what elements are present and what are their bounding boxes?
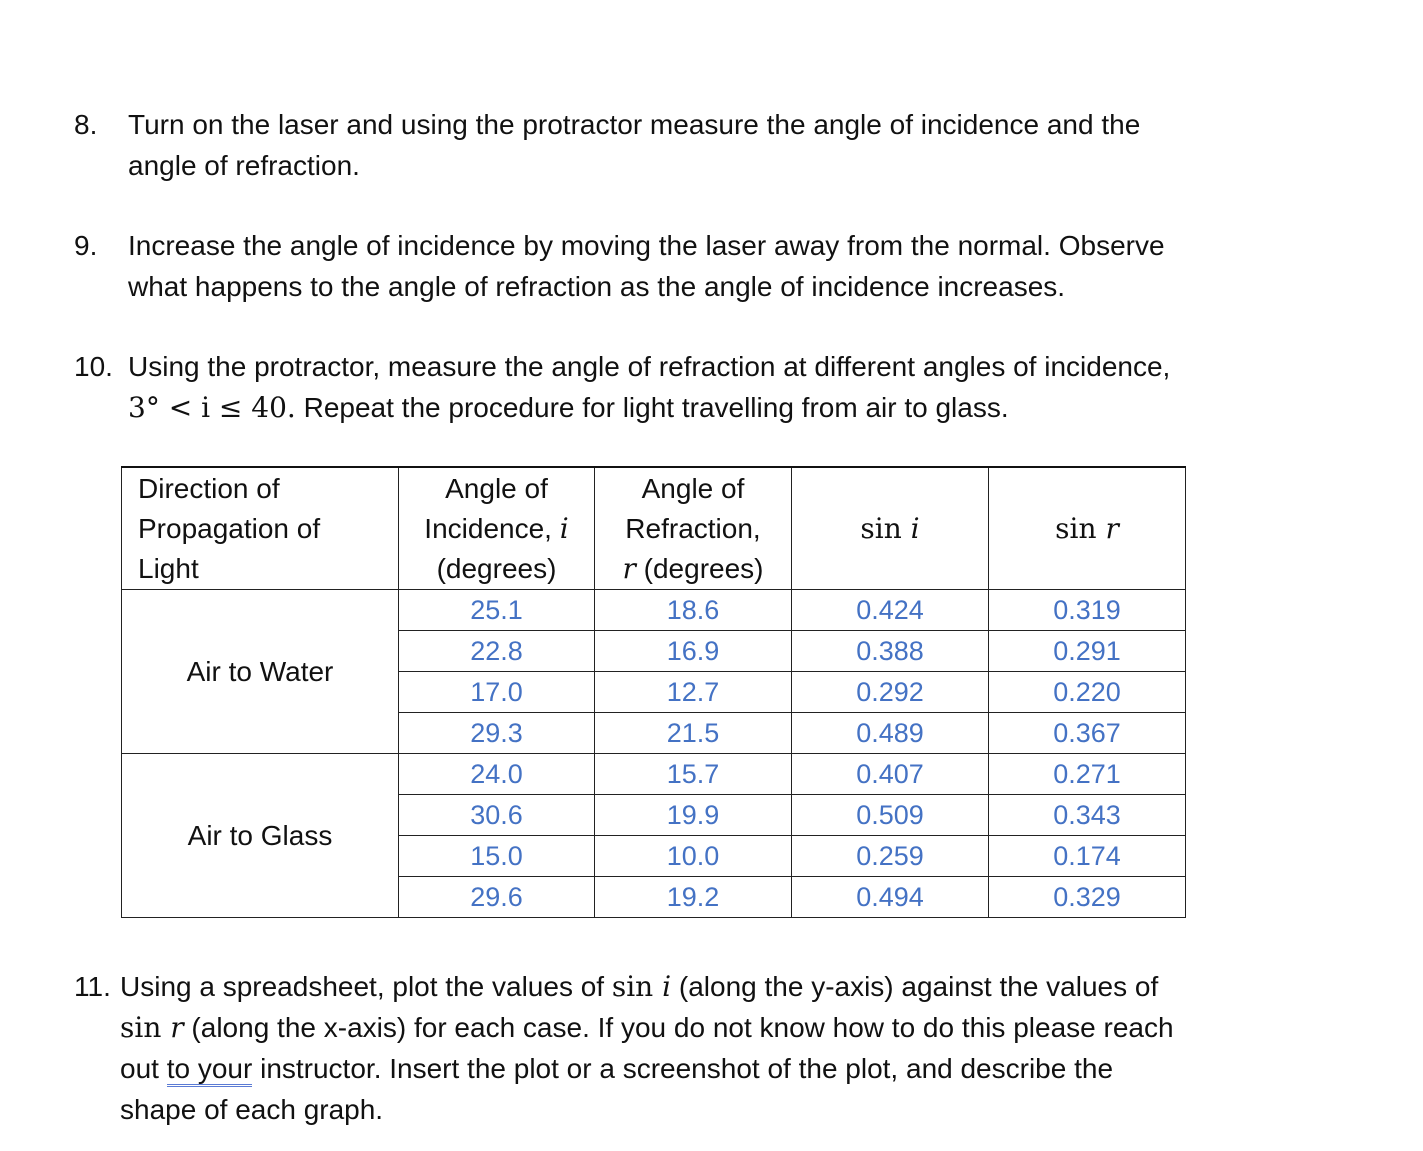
cell-sin-r: 0.220 (989, 672, 1186, 713)
step-line (128, 387, 1328, 428)
step-text (128, 104, 1288, 186)
cell-sin-i: 0.489 (792, 713, 989, 754)
cell-refraction: 21.5 (595, 713, 792, 754)
header-line: Direction of (138, 472, 280, 504)
cell-sin-r: 0.367 (989, 713, 1186, 754)
step-line: Increase the angle of incidence by moving the laser away from the normal. Observe (128, 230, 1165, 261)
var-i: i (559, 511, 569, 545)
cell-sin-i: 0.292 (792, 672, 989, 713)
cell-refraction: 19.2 (595, 877, 792, 918)
refraction-data-table (121, 466, 1186, 918)
cell-refraction: 18.6 (595, 590, 792, 631)
sin-function: sin (120, 1011, 171, 1044)
cell-sin-i: 0.407 (792, 754, 989, 795)
cell-incidence: 29.6 (399, 877, 595, 918)
var-r: r (170, 1011, 184, 1044)
sin-function: sin (1055, 511, 1106, 545)
step-number: 10. (74, 351, 113, 382)
step-line: what happens to the angle of refraction as the angle of incidence increases. (128, 271, 1066, 302)
var-r: r (622, 551, 636, 585)
text-run: (along the y-axis) against the values of (671, 971, 1159, 1002)
cell-incidence: 25.1 (399, 590, 595, 631)
cell-sin-r: 0.319 (989, 590, 1186, 631)
angle-range-math: 3° < i ≤ 40. (128, 391, 296, 424)
text-run: (along the x-axis) for each case. If you do not know how to do this please reach (183, 1012, 1174, 1043)
cell-sin-i: 0.424 (792, 590, 989, 631)
cell-sin-r: 0.343 (989, 795, 1186, 836)
step-text (128, 346, 1328, 428)
cell-refraction: 12.7 (595, 672, 792, 713)
cell-refraction: 16.9 (595, 631, 792, 672)
table-row (122, 754, 1186, 795)
step-line (120, 966, 1300, 1007)
cell-sin-r: 0.174 (989, 836, 1186, 877)
group-label: Air to Glass (122, 754, 399, 918)
header-line (595, 549, 791, 589)
cell-sin-i: 0.509 (792, 795, 989, 836)
cell-sin-i: 0.494 (792, 877, 989, 918)
header-text: Incidence, (424, 512, 560, 544)
var-i: i (662, 970, 672, 1003)
sin-function: sin (860, 511, 911, 545)
sin-function: sin (611, 970, 663, 1003)
cell-incidence: 24.0 (399, 754, 595, 795)
cell-incidence: 15.0 (399, 836, 595, 877)
step-line (120, 1007, 1300, 1048)
cell-sin-r: 0.271 (989, 754, 1186, 795)
cell-incidence: 30.6 (399, 795, 595, 836)
cell-refraction: 19.9 (595, 795, 792, 836)
cell-incidence: 17.0 (399, 672, 595, 713)
header-line: (degrees) (436, 552, 557, 584)
header-sin-i (792, 467, 989, 590)
cell-incidence: 22.8 (399, 631, 595, 672)
header-sin-r (989, 467, 1186, 590)
step-text (120, 966, 1300, 1130)
header-line: Refraction, (625, 512, 761, 544)
cell-refraction: 15.7 (595, 754, 792, 795)
cell-incidence: 29.3 (399, 713, 595, 754)
step-line-rest: Repeat the procedure for light travelling from air to glass. (303, 392, 1009, 423)
header-line: Angle of (445, 472, 548, 504)
step-number: 8. (74, 109, 98, 140)
header-incidence (399, 467, 595, 590)
step-text (128, 225, 1288, 307)
step-line: shape of each graph. (120, 1094, 384, 1125)
cell-sin-i: 0.259 (792, 836, 989, 877)
text-run: instructor. Insert the plot or a screenshot of the plot, and describe the (252, 1053, 1114, 1084)
step-number: 9. (74, 230, 98, 261)
step-line: Turn on the laser and using the protractor measure the angle of incidence and the (128, 109, 1141, 140)
cell-sin-i: 0.388 (792, 631, 989, 672)
table-row (122, 590, 1186, 631)
cell-sin-r: 0.291 (989, 631, 1186, 672)
group-label: Air to Water (122, 590, 399, 754)
header-text: (degrees) (635, 552, 764, 584)
cell-refraction: 10.0 (595, 836, 792, 877)
step-number: 11. (74, 971, 111, 1002)
header-line: Angle of (641, 472, 745, 504)
var-i: i (910, 511, 920, 545)
text-run: out (120, 1053, 167, 1084)
text-run: Using a spreadsheet, plot the values of (120, 971, 612, 1002)
header-direction (122, 467, 399, 590)
step-line (120, 1048, 1300, 1089)
header-line (399, 509, 594, 549)
var-r: r (1105, 511, 1119, 545)
table-header-row (122, 467, 1186, 590)
grammar-flagged-text: to your (167, 1053, 253, 1087)
header-line: Propagation of (138, 512, 321, 544)
step-line: Using the protractor, measure the angle of refraction at different angles of incidence, (128, 351, 1171, 382)
cell-sin-r: 0.329 (989, 877, 1186, 918)
step-line: angle of refraction. (128, 150, 360, 181)
header-line: Light (138, 552, 199, 584)
header-refraction (595, 467, 792, 590)
